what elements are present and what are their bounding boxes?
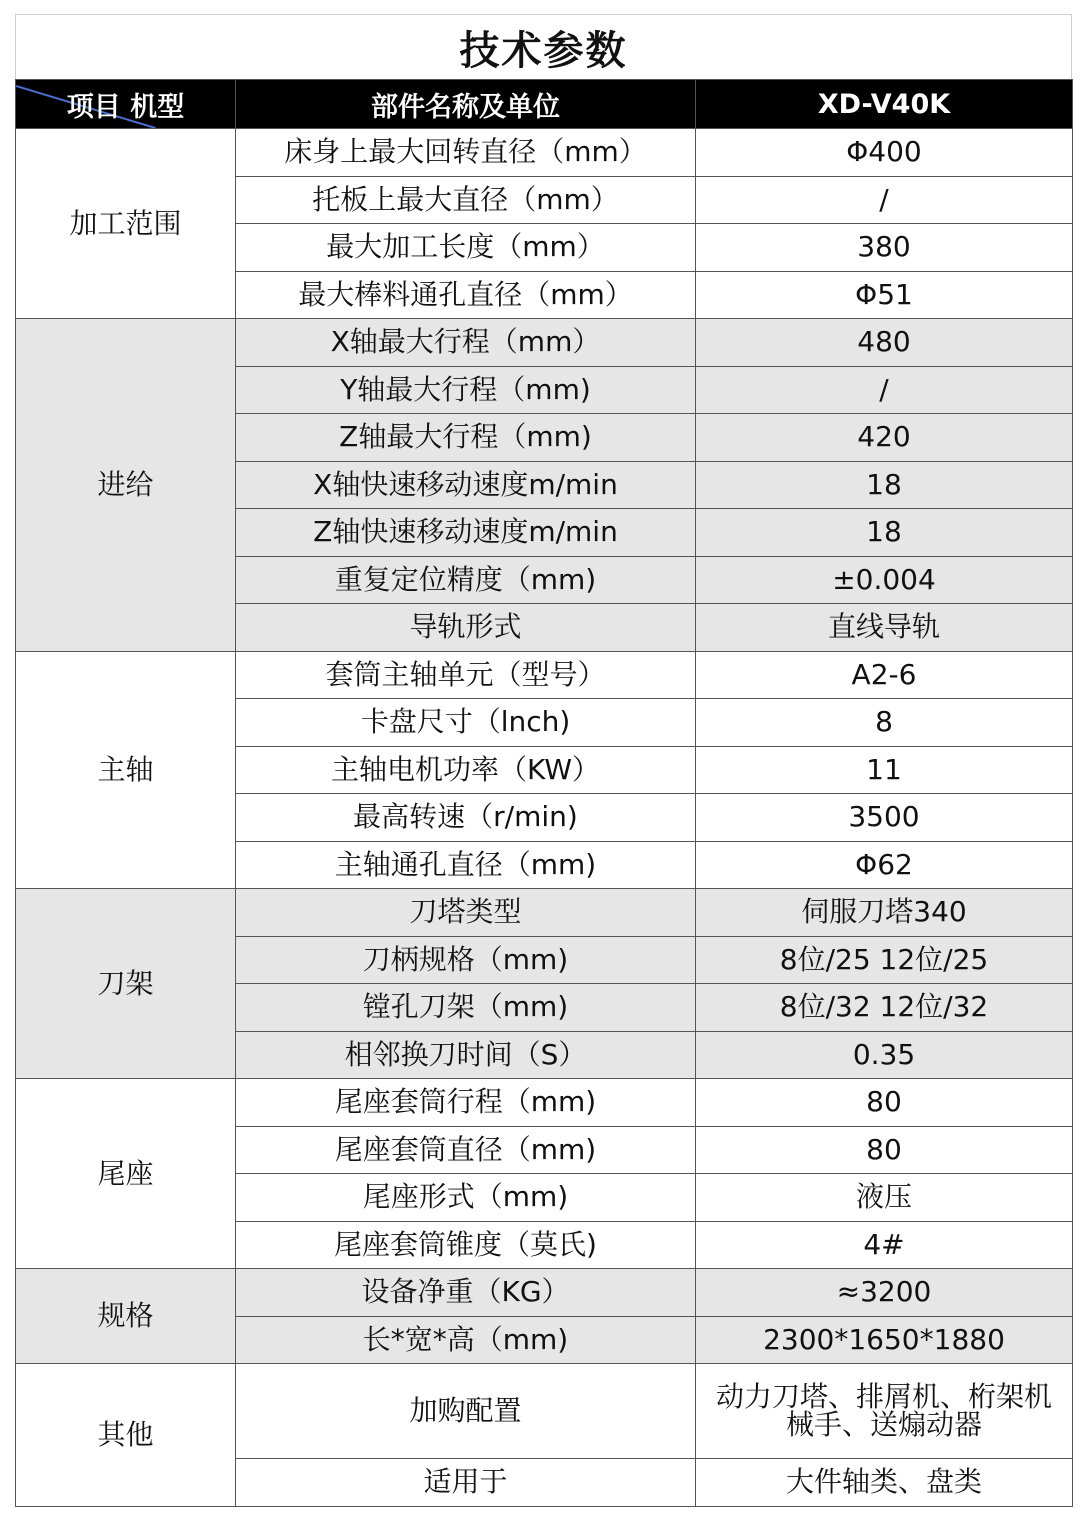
parameter-name-cell: 加购配置 [236,1364,696,1459]
table-row [16,889,1073,937]
header-item-model [16,80,236,129]
parameter-value-cell: Φ400 [696,129,1073,177]
parameter-name-cell: 设备净重（KG） [236,1269,696,1317]
parameter-value-cell: 480 [696,319,1073,367]
parameter-value-cell: 380 [696,224,1073,272]
parameter-value-cell: 80 [696,1126,1073,1174]
parameter-value-cell: A2-6 [696,651,1073,699]
parameter-name-cell: 托板上最大直径（mm） [236,176,696,224]
parameter-name-cell: 刀塔类型 [236,889,696,937]
table-header-row [16,80,1073,129]
parameter-value-cell: / [696,176,1073,224]
spec-sheet [15,14,1072,1507]
header-model-code: XD-V40K [696,80,1073,129]
parameter-value-cell: Φ51 [696,271,1073,319]
sheet-title: 技术参数 [15,14,1072,79]
category-cell: 尾座 [16,1079,236,1269]
parameter-value-cell: 2300*1650*1880 [696,1316,1073,1364]
table-row [16,319,1073,367]
parameter-name-cell: 重复定位精度（mm) [236,556,696,604]
parameter-name-cell: 最大加工长度（mm） [236,224,696,272]
parameter-name-cell: 主轴电机功率（KW） [236,746,696,794]
table-row [16,1079,1073,1127]
parameter-name-cell: 床身上最大回转直径（mm） [236,129,696,177]
parameter-name-cell: 主轴通孔直径（mm) [236,841,696,889]
parameter-name-cell: 刀柄规格（mm) [236,936,696,984]
parameter-name-cell: 相邻换刀时间（S） [236,1031,696,1079]
parameter-value-cell: 3500 [696,794,1073,842]
parameter-value-cell: ≈3200 [696,1269,1073,1317]
parameter-name-cell: 最高转速（r/min) [236,794,696,842]
parameter-name-cell: 尾座形式（mm) [236,1174,696,1222]
parameter-value-cell: 0.35 [696,1031,1073,1079]
parameter-value-cell: 大件轴类、盘类 [696,1459,1073,1507]
parameter-value-cell: 直线导轨 [696,604,1073,652]
parameter-name-cell: 导轨形式 [236,604,696,652]
parameter-value-cell: / [696,366,1073,414]
parameter-name-cell: 套筒主轴单元（型号） [236,651,696,699]
category-cell: 主轴 [16,651,236,889]
parameter-value-cell: 18 [696,509,1073,557]
parameter-value-cell: 80 [696,1079,1073,1127]
category-cell: 其他 [16,1364,236,1507]
table-row [16,651,1073,699]
category-cell: 规格 [16,1269,236,1364]
parameter-value-cell: 18 [696,461,1073,509]
parameter-value-cell: 4# [696,1221,1073,1269]
parameter-name-cell: 尾座套筒锥度（莫氏) [236,1221,696,1269]
parameter-value-line: 械手、送煽动器 [785,1408,982,1441]
parameter-name-cell: 最大棒料通孔直径（mm） [236,271,696,319]
category-cell: 进给 [16,319,236,652]
parameter-value-cell: 8 [696,699,1073,747]
table-row [16,1364,1073,1459]
parameter-name-cell: 镗孔刀架（mm) [236,984,696,1032]
parameter-name-cell: 卡盘尺寸（lnch) [236,699,696,747]
spec-table [15,79,1073,1507]
parameter-name-cell: Y轴最大行程（mm) [236,366,696,414]
table-row [16,129,1073,177]
parameter-value-cell: ±0.004 [696,556,1073,604]
parameter-name-cell: Z轴最大行程（mm) [236,414,696,462]
parameter-name-cell: 适用于 [236,1459,696,1507]
parameter-value-cell [696,1364,1073,1459]
category-cell: 刀架 [16,889,236,1079]
table-body [16,129,1073,1507]
parameter-value-line: 动力刀塔、排屑机、桁架机 [715,1380,1052,1413]
table-row [16,1269,1073,1317]
category-cell: 加工范围 [16,129,236,319]
parameter-value-cell: 液压 [696,1174,1073,1222]
parameter-name-cell: 尾座套筒直径（mm) [236,1126,696,1174]
header-item-model-label: 项目 机型 [66,91,185,123]
parameter-name-cell: X轴快速移动速度m/min [236,461,696,509]
parameter-value-cell: 420 [696,414,1073,462]
parameter-value-cell: 伺服刀塔340 [696,889,1073,937]
parameter-name-cell: X轴最大行程（mm） [236,319,696,367]
parameter-value-cell: 8位/25 12位/25 [696,936,1073,984]
parameter-name-cell: 长*宽*高（mm) [236,1316,696,1364]
parameter-value-cell: Φ62 [696,841,1073,889]
parameter-value-cell: 8位/32 12位/32 [696,984,1073,1032]
parameter-name-cell: 尾座套筒行程（mm) [236,1079,696,1127]
header-part-name: 部件名称及单位 [236,80,696,129]
parameter-name-cell: Z轴快速移动速度m/min [236,509,696,557]
parameter-value-cell: 11 [696,746,1073,794]
